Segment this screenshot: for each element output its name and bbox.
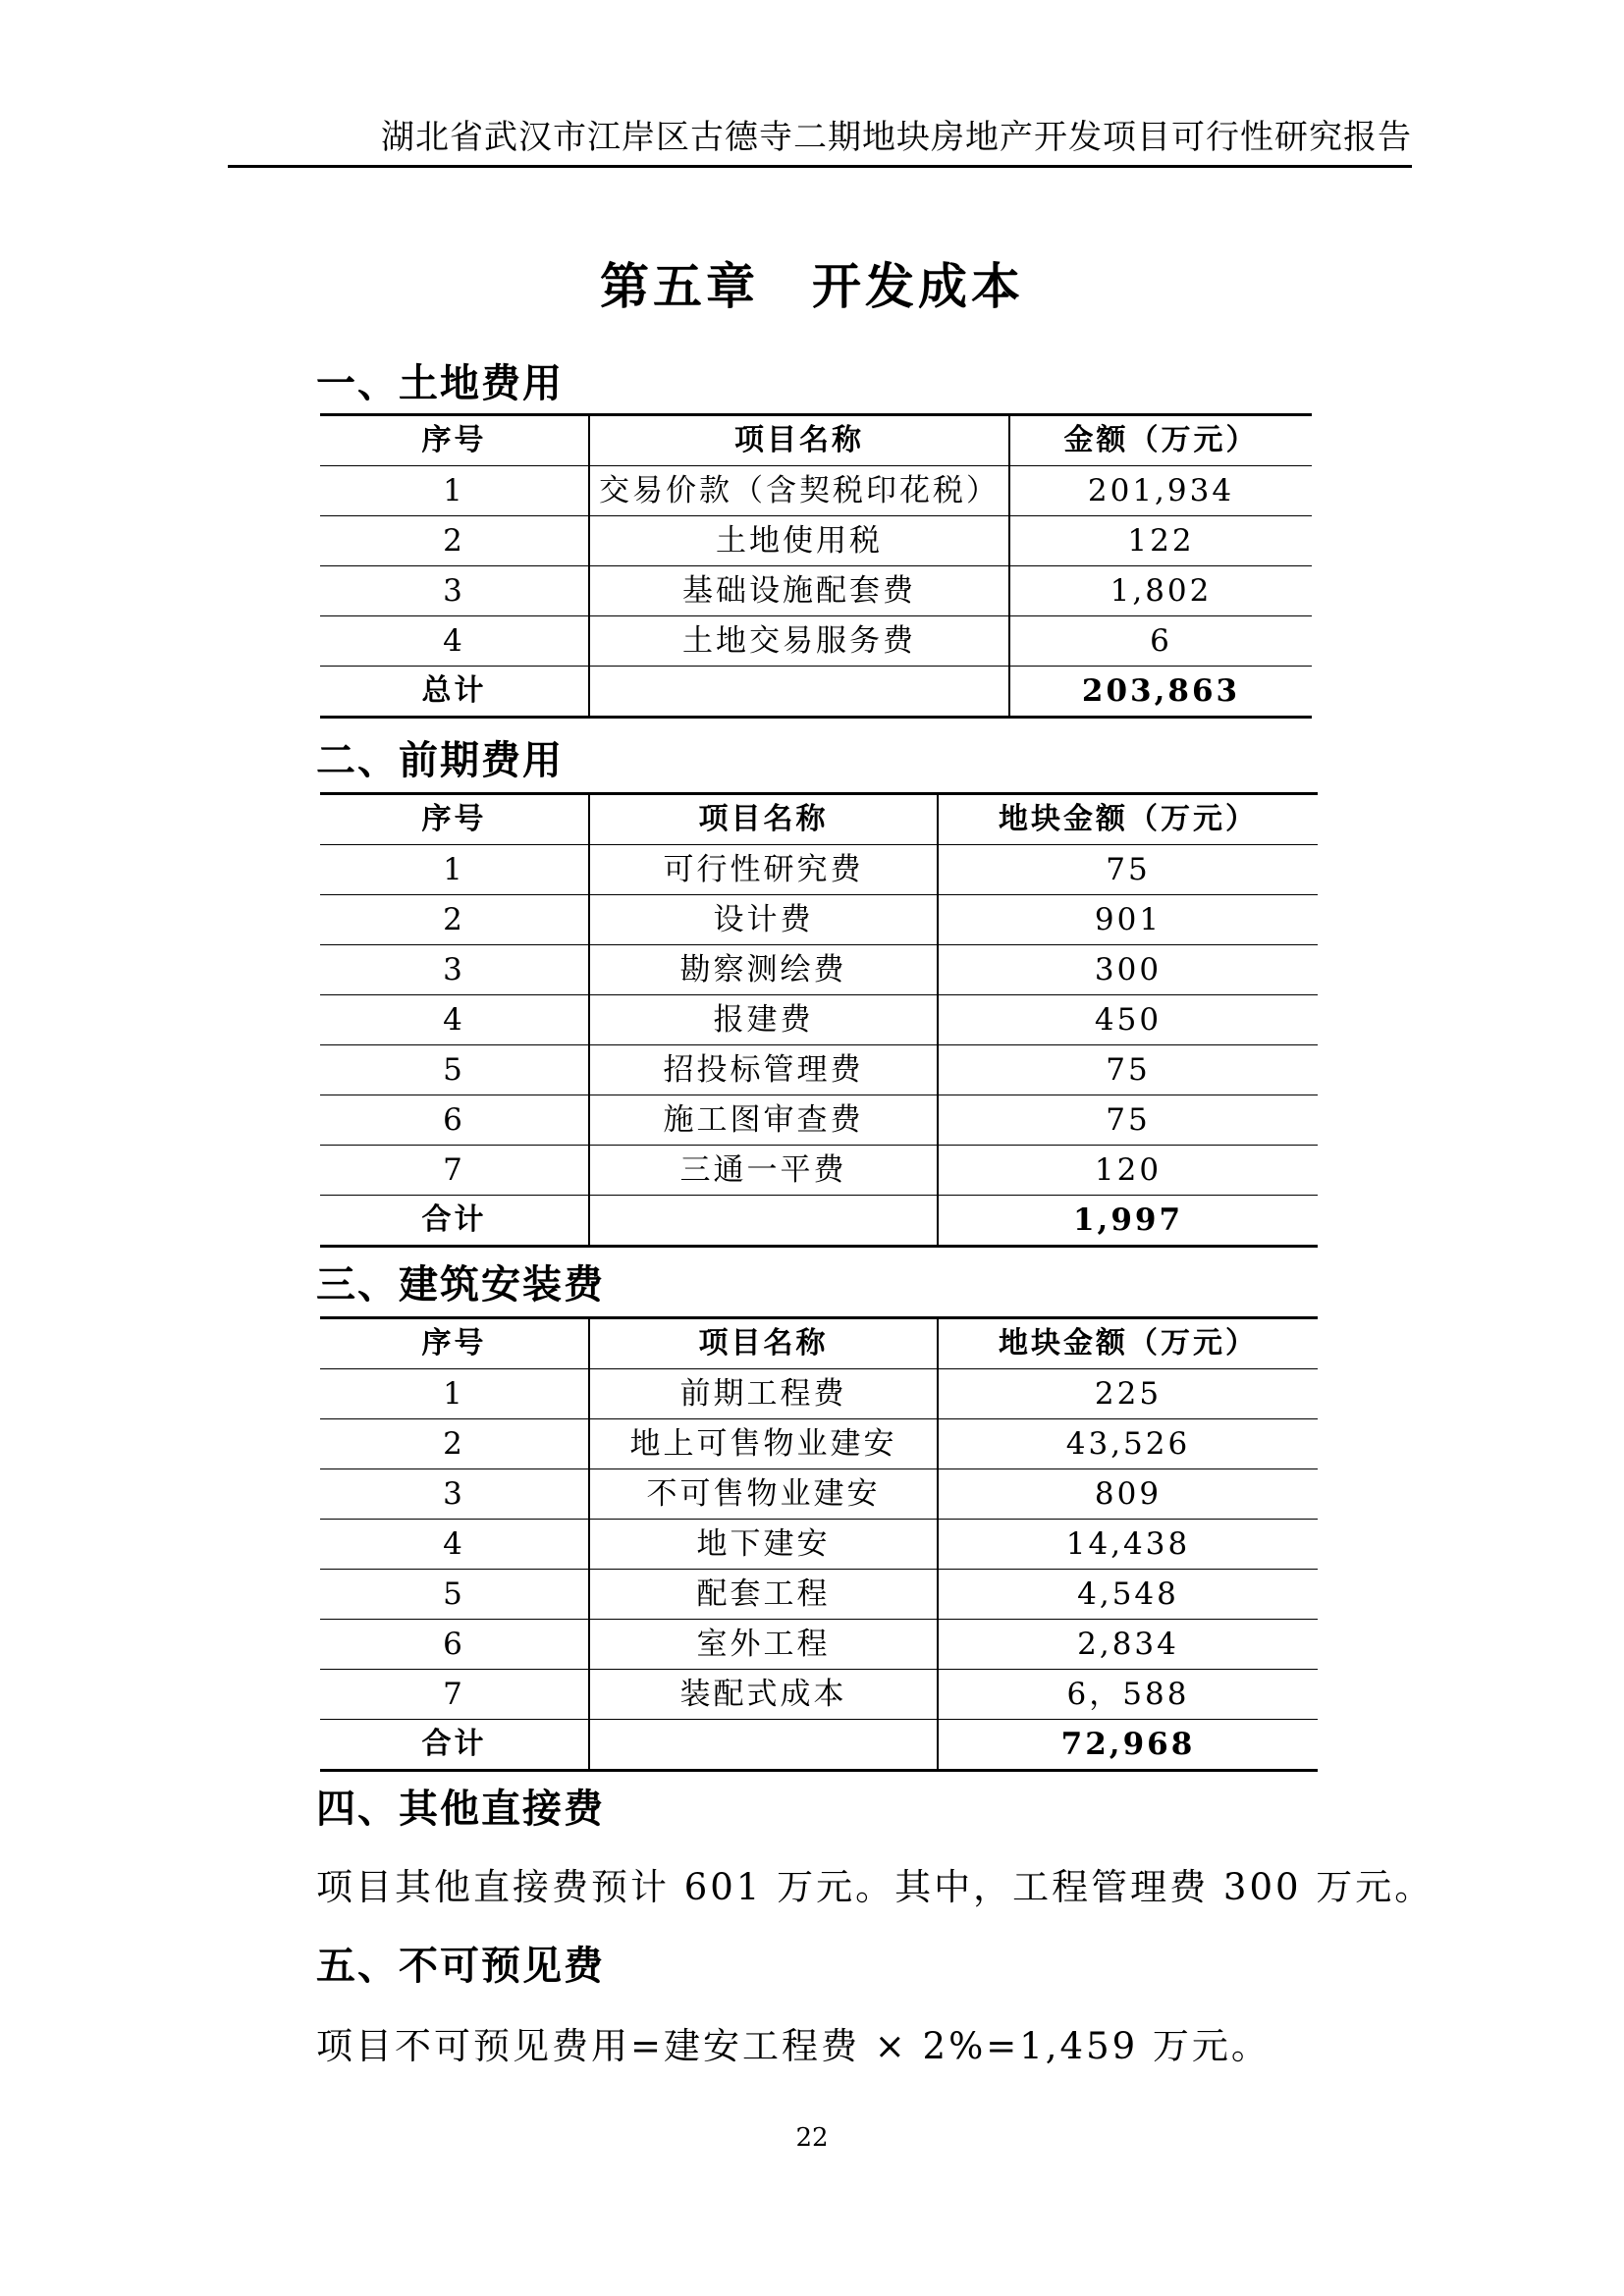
page-number: 22 [795, 2123, 829, 2153]
table-row [320, 516, 1312, 566]
preliminary-cost-table [320, 792, 1318, 1248]
cell-item: 可行性研究费 [589, 845, 938, 895]
cell-item: 土地交易服务费 [589, 616, 1009, 667]
total-amount: 72,968 [938, 1720, 1318, 1771]
cell-item: 地下建安 [589, 1520, 938, 1570]
cell-amount: 75 [938, 845, 1318, 895]
cell-index: 1 [320, 845, 589, 895]
table-row [320, 1570, 1318, 1620]
cell-amount: 43,526 [938, 1419, 1318, 1469]
cell-amount: 809 [938, 1469, 1318, 1520]
cell-index: 3 [320, 945, 589, 995]
cell-item: 施工图审查费 [589, 1095, 938, 1146]
section-heading-land-cost: 一、土地费用 [316, 361, 564, 406]
cell-item: 三通一平费 [589, 1146, 938, 1196]
cell-item: 勘察测绘费 [589, 945, 938, 995]
cell-index: 5 [320, 1045, 589, 1095]
cell-index: 4 [320, 616, 589, 667]
table-header-row [320, 415, 1312, 466]
table-row [320, 1146, 1318, 1196]
cell-index: 7 [320, 1670, 589, 1720]
cell-item: 地上可售物业建安 [589, 1419, 938, 1469]
table-row [320, 1520, 1318, 1570]
table-row [320, 1419, 1318, 1469]
table-row [320, 895, 1318, 945]
cell-amount: 225 [938, 1369, 1318, 1419]
cell-index: 2 [320, 1419, 589, 1469]
total-item [589, 1720, 938, 1771]
table-row [320, 1469, 1318, 1520]
table-total-row [320, 667, 1312, 718]
col-header-amount: 地块金额（万元） [938, 1318, 1318, 1369]
cell-amount: 122 [1009, 516, 1312, 566]
cell-index: 2 [320, 516, 589, 566]
cell-amount: 901 [938, 895, 1318, 945]
table-total-row [320, 1196, 1318, 1247]
table-total-row [320, 1720, 1318, 1771]
cell-amount: 201,934 [1009, 466, 1312, 516]
col-header-index: 序号 [320, 794, 589, 845]
table-row [320, 995, 1318, 1045]
construction-cost-table [320, 1316, 1318, 1772]
chapter-title: 第五章 开发成本 [600, 258, 1024, 315]
section-heading-other-direct-cost: 四、其他直接费 [316, 1787, 605, 1832]
table-row [320, 1670, 1318, 1720]
cell-item: 前期工程费 [589, 1369, 938, 1419]
table-header-row [320, 794, 1318, 845]
total-label: 合计 [320, 1196, 589, 1247]
report-title: 湖北省武汉市江岸区古德寺二期地块房地产开发项目可行性研究报告 [381, 118, 1412, 157]
table-row [320, 1620, 1318, 1670]
page-header [228, 110, 1412, 168]
cell-index: 2 [320, 895, 589, 945]
col-header-item: 项目名称 [589, 794, 938, 845]
cell-amount: 300 [938, 945, 1318, 995]
col-header-index: 序号 [320, 415, 589, 466]
cell-index: 1 [320, 1369, 589, 1419]
cell-index: 6 [320, 1620, 589, 1670]
land-cost-table [320, 413, 1312, 719]
cell-amount: 6 [1009, 616, 1312, 667]
col-header-amount: 地块金额（万元） [938, 794, 1318, 845]
table-row [320, 566, 1312, 616]
col-header-amount: 金额（万元） [1009, 415, 1312, 466]
table-header-row [320, 1318, 1318, 1369]
cell-index: 3 [320, 566, 589, 616]
cell-amount: 120 [938, 1146, 1318, 1196]
cell-amount: 75 [938, 1045, 1318, 1095]
total-item [589, 667, 1009, 718]
cell-item: 装配式成本 [589, 1670, 938, 1720]
section-heading-contingency: 五、不可预见费 [316, 1944, 605, 1989]
table-row [320, 1369, 1318, 1419]
cell-item: 土地使用税 [589, 516, 1009, 566]
cell-index: 4 [320, 1520, 589, 1570]
cell-item: 招投标管理费 [589, 1045, 938, 1095]
section-heading-preliminary-cost: 二、前期费用 [316, 738, 564, 783]
table-row [320, 1095, 1318, 1146]
col-header-item: 项目名称 [589, 415, 1009, 466]
table-row [320, 1045, 1318, 1095]
cell-index: 5 [320, 1570, 589, 1620]
cell-index: 1 [320, 466, 589, 516]
cell-amount: 75 [938, 1095, 1318, 1146]
section-heading-construction-cost: 三、建筑安装费 [316, 1262, 605, 1308]
cell-item: 设计费 [589, 895, 938, 945]
cell-index: 3 [320, 1469, 589, 1520]
table-row [320, 845, 1318, 895]
total-amount: 1,997 [938, 1196, 1318, 1247]
cell-index: 7 [320, 1146, 589, 1196]
cell-amount: 14,438 [938, 1520, 1318, 1570]
table-row [320, 616, 1312, 667]
table-row [320, 466, 1312, 516]
cell-item: 交易价款（含契税印花税） [589, 466, 1009, 516]
cell-amount: 6，588 [938, 1670, 1318, 1720]
cell-item: 配套工程 [589, 1570, 938, 1620]
cell-amount: 2,834 [938, 1620, 1318, 1670]
total-label: 总计 [320, 667, 589, 718]
total-amount: 203,863 [1009, 667, 1312, 718]
cell-amount: 4,548 [938, 1570, 1318, 1620]
col-header-item: 项目名称 [589, 1318, 938, 1369]
cell-item: 基础设施配套费 [589, 566, 1009, 616]
other-direct-cost-text: 项目其他直接费预计 601 万元。其中，工程管理费 300 万元。 [316, 1866, 1435, 1908]
cell-item: 报建费 [589, 995, 938, 1045]
contingency-text: 项目不可预见费用=建安工程费 × 2%=1,459 万元。 [316, 2025, 1271, 2067]
total-label: 合计 [320, 1720, 589, 1771]
cell-index: 4 [320, 995, 589, 1045]
cell-item: 室外工程 [589, 1620, 938, 1670]
cell-amount: 1,802 [1009, 566, 1312, 616]
cell-index: 6 [320, 1095, 589, 1146]
cell-amount: 450 [938, 995, 1318, 1045]
cell-item: 不可售物业建安 [589, 1469, 938, 1520]
total-item [589, 1196, 938, 1247]
table-row [320, 945, 1318, 995]
col-header-index: 序号 [320, 1318, 589, 1369]
